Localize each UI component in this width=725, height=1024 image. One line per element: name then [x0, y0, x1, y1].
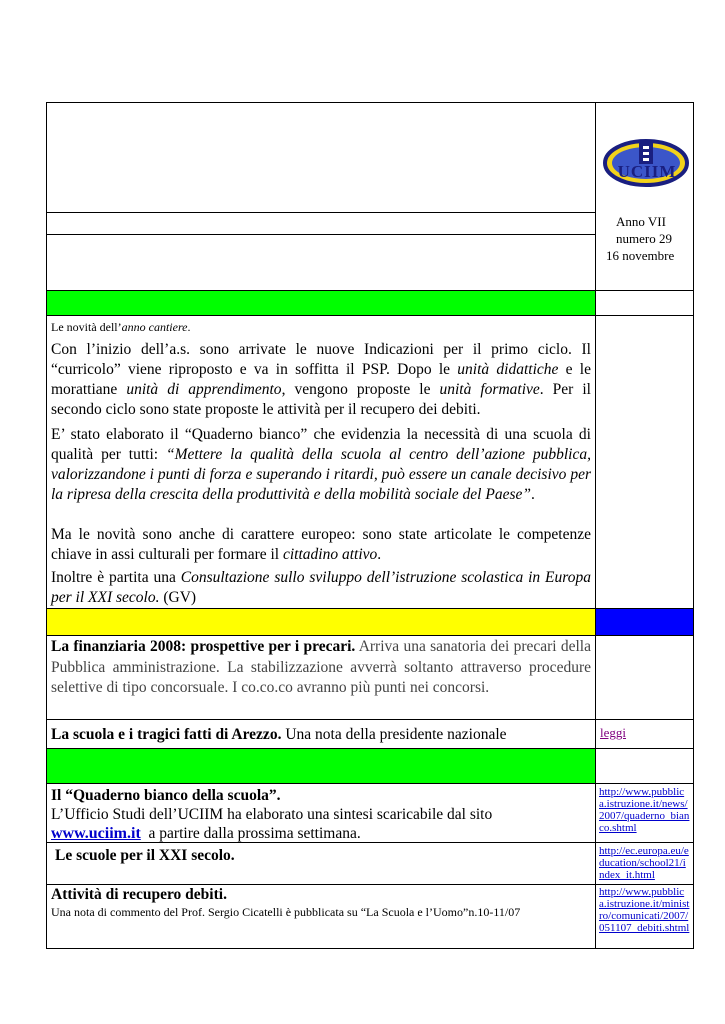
- section1-paragraph-2: E’ stato elaborato il “Quaderno bianco” che evidenzia la necessità di una scuola di qualità per tutti: “Mettere la qualità della scuola al centro dell’azione pubblica, valorizzandone i punti di forza e superando i ritardi, può essere un canale decisivo per la ripresa della crescita della produttività e della mobilità sociale del Paese”.: [51, 426, 591, 503]
- uciim-site-link[interactable]: www.uciim.it: [51, 825, 141, 842]
- section6-link[interactable]: http://www.pubblica.istruzione.it/ministro/comunicati/2007/051107_debiti.shtml: [599, 886, 690, 934]
- section2-title: La finanziaria 2008: prospettive per i precari.: [51, 638, 356, 655]
- issue-numero: numero 29: [616, 231, 672, 246]
- section6-title: Attività di recupero debiti.: [51, 886, 227, 903]
- green-bar-2: [47, 749, 595, 783]
- section5-title: Le scuole per il XXI secolo.: [55, 847, 235, 864]
- section2-text: La finanziaria 2008: prospettive per i precari. Arriva una sanatoria dei precari della Pubblica amministrazione. La stabilizzazione avverrà soltanto attraverso procedure selettive di tipo concorsuale. I co.co.co avranno più punti nei concorsi.: [51, 638, 591, 696]
- section4-link[interactable]: http://www.pubblica.istruzione.it/news/2007/quaderno_bianco.shtml: [599, 786, 690, 834]
- yellow-bar: [47, 609, 595, 635]
- section3-text: La scuola e i tragici fatti di Arezzo. Una nota della presidente nazionale: [51, 726, 507, 743]
- section4-title: Il “Quaderno bianco della scuola”.: [51, 787, 281, 804]
- uciim-logo: [603, 138, 689, 188]
- logo-text: UCIIM: [617, 162, 677, 181]
- section1-paragraph-4: Inoltre è partita una Consultazione sullo sviluppo dell’istruzione scolastica in Europa per il XXI secolo. (GV): [51, 569, 591, 606]
- section1-paragraph-1: Con l’inizio dell’a.s. sono arrivate le nuove Indicazioni per il primo ciclo. Il “curricolo” viene riproposto e va in soffitta il PSP. Dopo le unità didattiche e le morattiane unità di apprendimento, vengono proposte le unità formative. Per il secondo ciclo sono state proposte le attività per il recupero dei debiti.: [51, 341, 591, 418]
- issue-anno: Anno VII: [616, 214, 666, 229]
- section4-body-2: www.uciim.it a partire dalla prossima settimana.: [51, 825, 361, 842]
- section4-body: L’Ufficio Studi dell’UCIIM ha elaborato una sintesi scaricabile dal sito: [51, 806, 493, 823]
- section5-link[interactable]: http://ec.europa.eu/education/school21/index_it.html: [599, 845, 689, 881]
- section1-title: Le novità dell’anno cantiere.: [51, 320, 191, 334]
- section6-body: Una nota di commento del Prof. Sergio Cicatelli è pubblicata su “La Scuola e l’Uomo”n.10-11/07: [51, 905, 521, 919]
- green-bar-1: [47, 291, 595, 315]
- section3-title: La scuola e i tragici fatti di Arezzo.: [51, 726, 282, 743]
- section1-paragraph-3: Ma le novità sono anche di carattere europeo: sono state articolate le competenze chiave in assi culturali per formare il cittadino attivo.: [51, 526, 591, 563]
- issue-data: 16 novembre: [606, 248, 675, 263]
- section3-link-leggi[interactable]: leggi: [600, 725, 626, 740]
- blue-bar: [596, 609, 693, 635]
